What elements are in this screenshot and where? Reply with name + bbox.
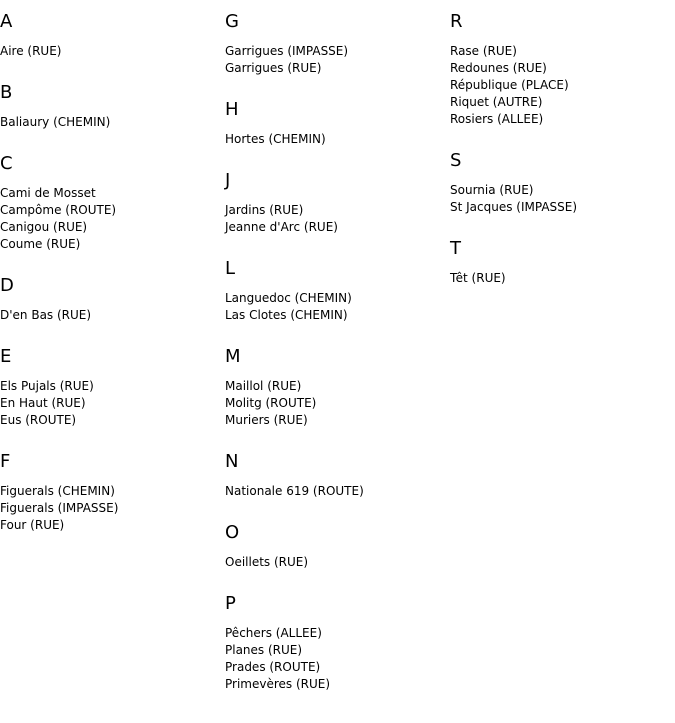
letter-group-d [0,274,225,324]
street-link[interactable]: Coume (RUE) [0,237,81,251]
street-link[interactable]: Hortes (CHEMIN) [225,132,326,146]
street-link[interactable]: Aire (RUE) [0,44,62,58]
letter-group-t [450,237,675,287]
street-link[interactable]: Garrigues (RUE) [225,61,322,75]
letter-heading: C [0,153,13,174]
letter-heading: S [450,150,462,171]
column-1 [0,10,225,555]
letter-group-j [225,169,450,236]
street-link[interactable]: Garrigues (IMPASSE) [225,44,349,58]
letter-group-e [0,345,225,429]
street-link[interactable]: Jeanne d'Arc (RUE) [225,220,338,234]
letter-group-r [450,10,675,128]
letter-heading: H [225,99,239,120]
letter-group-f [0,450,225,534]
letter-heading: A [0,11,13,32]
letter-group-a [0,10,225,60]
letter-group-p [225,592,450,693]
street-link[interactable]: Primevères (RUE) [225,677,331,691]
letter-heading: G [225,11,239,32]
letter-group-h [225,98,450,148]
letter-heading: D [0,275,14,296]
street-link[interactable]: Las Clotes (CHEMIN) [225,308,348,322]
letter-heading: E [0,346,12,367]
street-link[interactable]: Campôme (ROUTE) [0,203,117,217]
letter-heading: M [225,346,241,367]
street-link[interactable]: Rase (RUE) [450,44,517,58]
letter-group-g [225,10,450,77]
letter-group-b [0,81,225,131]
street-link[interactable]: Nationale 619 (ROUTE) [225,484,364,498]
letter-heading: N [225,451,239,472]
letter-heading: B [0,82,13,103]
letter-group-o [225,521,450,571]
letter-heading: R [450,11,463,32]
street-link[interactable]: Planes (RUE) [225,643,303,657]
street-link[interactable]: Molitg (ROUTE) [225,396,317,410]
letter-group-l [225,257,450,324]
street-link[interactable]: Oeillets (RUE) [225,555,309,569]
street-link[interactable]: Muriers (RUE) [225,413,308,427]
street-link[interactable]: Canigou (RUE) [0,220,88,234]
street-link[interactable]: Maillol (RUE) [225,379,302,393]
letter-heading: F [0,451,11,472]
street-link[interactable]: Four (RUE) [0,518,65,532]
street-link[interactable]: Riquet (AUTRE) [450,95,543,109]
street-link[interactable]: Els Pujals (RUE) [0,379,94,393]
street-link[interactable]: Languedoc (CHEMIN) [225,291,352,305]
letter-heading: L [225,258,236,279]
street-link[interactable]: Redounes (RUE) [450,61,547,75]
street-link[interactable]: Eus (ROUTE) [0,413,77,427]
street-link[interactable]: Baliaury (CHEMIN) [0,115,111,129]
letter-heading: T [450,238,461,259]
letter-group-n [225,450,450,500]
letter-heading: P [225,593,236,614]
street-link[interactable]: Figuerals (IMPASSE) [0,501,119,515]
column-2 [225,10,450,714]
street-link[interactable]: St Jacques (IMPASSE) [450,200,578,214]
street-link[interactable]: Cami de Mosset [0,186,96,200]
letter-group-s [450,149,675,216]
street-link[interactable]: Figuerals (CHEMIN) [0,484,115,498]
street-link[interactable]: Sournia (RUE) [450,183,534,197]
letter-group-c [0,152,225,253]
street-link[interactable]: Pêchers (ALLEE) [225,626,322,640]
column-3 [450,10,675,308]
street-link[interactable]: Prades (ROUTE) [225,660,321,674]
street-link[interactable]: Têt (RUE) [450,271,506,285]
street-link[interactable]: République (PLACE) [450,78,569,92]
street-link[interactable]: D'en Bas (RUE) [0,308,92,322]
letter-heading: O [225,522,240,543]
letter-group-m [225,345,450,429]
letter-heading: J [225,170,231,191]
street-link[interactable]: Jardins (RUE) [225,203,304,217]
street-link[interactable]: Rosiers (ALLEE) [450,112,544,126]
street-link[interactable]: En Haut (RUE) [0,396,86,410]
